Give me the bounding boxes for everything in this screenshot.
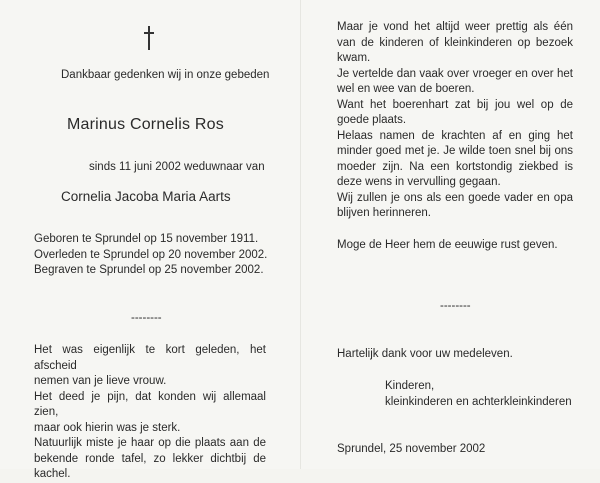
- poem-line: van de kinderen of kleinkinderen op bezoek: [337, 36, 573, 49]
- poem-line: Maar je vond het altijd weer prettig als één: [337, 21, 573, 33]
- poem-line: Het was eigenlijk te kort geleden, het afscheid: [34, 344, 266, 372]
- poem-line: nemen van je lieve vrouw.: [34, 375, 167, 387]
- spouse-name: Cornelia Jacoba Maria Aarts: [61, 189, 231, 204]
- poem-line: kwam.: [337, 52, 371, 64]
- poem-line: blijven herinneren.: [337, 207, 431, 219]
- deceased-name: Marinus Cornelis Ros: [67, 116, 224, 133]
- poem-line: moeder zijn. Na een kortstondig ziekbed is: [337, 160, 573, 173]
- center-fold: [300, 0, 301, 469]
- poem-line: Wij zullen je ons als een goede vader en opa: [337, 191, 573, 204]
- cross-icon: [143, 26, 155, 50]
- separator-right: --------: [440, 300, 471, 312]
- separator-left: --------: [131, 312, 162, 324]
- poem-line: kachel.: [34, 468, 71, 480]
- poem-line: maar ook hierin was je sterk.: [34, 421, 181, 434]
- widower-line: sinds 11 juni 2002 weduwnaar van: [89, 161, 265, 173]
- poem-line: minder goed met je. Je wilde toen snel bij ons: [337, 145, 573, 157]
- poem-line: Het deed je pijn, dat konden wij allemaal zien,: [34, 390, 266, 418]
- poem-line: wel en wee van de boeren.: [337, 83, 475, 95]
- poem-line: bekende ronde tafel, zo lekker dichtbij de: [34, 452, 266, 465]
- life-dates: [34, 232, 267, 279]
- poem-line: goede plaats.: [337, 114, 407, 126]
- poem-line: Natuurlijk miste je haar op die plaats aan de: [34, 437, 266, 449]
- death-line: Overleden te Sprundel op 20 november 2002.: [34, 248, 268, 261]
- birth-line: Geboren te Sprundel op 15 november 1911.: [34, 233, 259, 245]
- blessing: Moge de Heer hem de eeuwige rust geven.: [337, 239, 558, 251]
- burial-line: Begraven te Sprundel op 25 november 2002.: [34, 264, 264, 276]
- poem-line: Je vertelde dan vaak over vroeger en over het: [337, 67, 573, 80]
- signatories: [385, 379, 572, 410]
- poem-line: Want het boerenhart zat bij jou wel op de: [337, 98, 573, 111]
- thanks-line: Hartelijk dank voor uw medeleven.: [337, 348, 513, 360]
- place-date: Sprundel, 25 november 2002: [337, 443, 486, 455]
- intro-text: Dankbaar gedenken wij in onze gebeden: [61, 69, 270, 81]
- poem-line: deze wens in vervulling gegaan.: [337, 176, 501, 188]
- poem-right: [337, 20, 573, 222]
- poem-left: [34, 343, 266, 483]
- signatory-line: Kinderen,: [385, 380, 435, 392]
- poem-line: Helaas namen de krachten af en ging het: [337, 129, 573, 142]
- signatory-line: kleinkinderen en achterkleinkinderen: [385, 395, 572, 408]
